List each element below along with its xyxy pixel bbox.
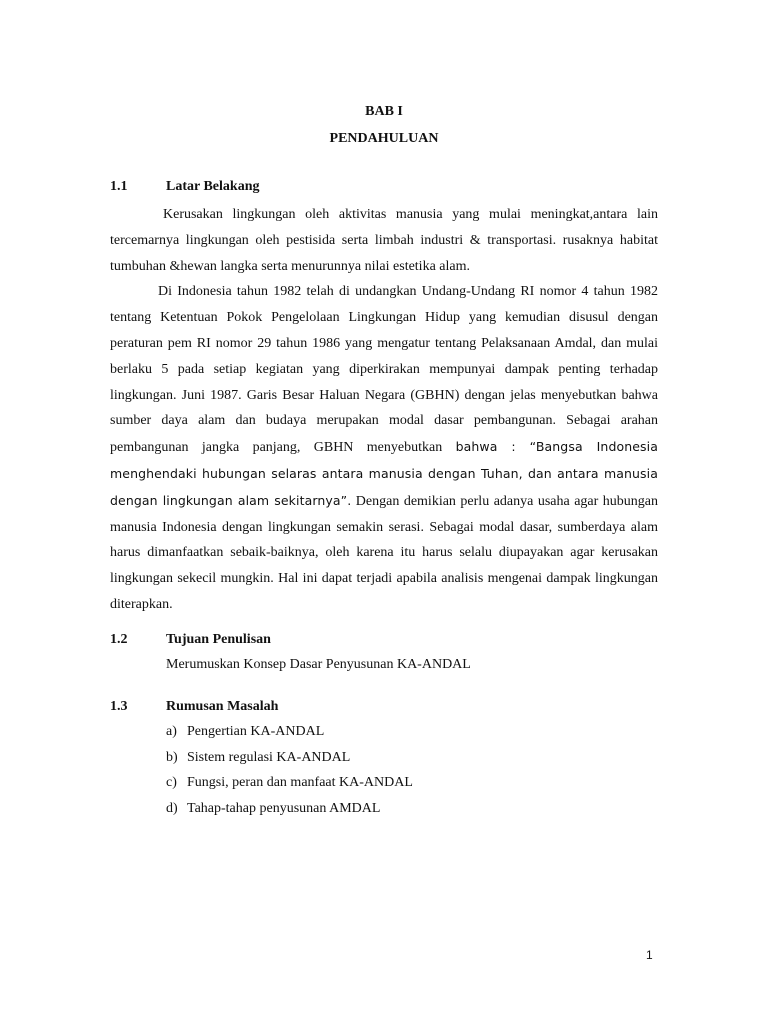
list-marker: a) xyxy=(166,724,177,739)
paragraph xyxy=(110,279,658,617)
section-text-1-2: Merumuskan Konsep Dasar Penyusunan KA-ANDAL xyxy=(166,657,471,672)
section-heading-1-2 xyxy=(110,632,271,648)
chapter-title: PENDAHULUAN xyxy=(329,131,439,146)
list-item xyxy=(166,745,413,771)
section-body-1-1 xyxy=(110,202,658,618)
quotation: bahwa : “Bangsa Indonesia menghendaki hubungan selaras antara manusia dengan Tuhan, dan antara manusia dengan lingkungan alam sekitarnya”. xyxy=(110,439,658,508)
list-item-text: Pengertian KA-ANDAL xyxy=(187,724,325,739)
list-item-text: Tahap-tahap penyusunan AMDAL xyxy=(187,800,381,816)
section-number: 1.2 xyxy=(110,632,128,647)
section-heading-1-3 xyxy=(110,699,278,715)
problem-list xyxy=(166,719,413,821)
section-title: Latar Belakang xyxy=(166,179,260,194)
section-number: 1.3 xyxy=(110,699,128,714)
list-marker: c) xyxy=(166,775,177,790)
list-item-text: Sistem regulasi KA-ANDAL xyxy=(187,749,351,765)
section-title: Tujuan Penulisan xyxy=(166,632,271,647)
paragraph: Kerusakan lingkungan oleh aktivitas manusia yang mulai meningkat,antara lain tercemarnya lingkungan oleh pestisida serta limbah industri & transportasi. rusaknya habitat tumbuhan &hewan langka serta menurunnya nilai estetika alam. xyxy=(110,207,658,274)
section-title: Rumusan Masalah xyxy=(166,699,279,714)
list-item xyxy=(166,796,413,822)
list-item-text: Fungsi, peran dan manfaat KA-ANDAL xyxy=(187,775,413,790)
paragraph-text: Dengan demikian perlu adanya usaha agar hubungan manusia Indonesia dengan lingkungan semakin serasi. Sebagai modal dasar, sumberdaya alam harus dimanfaatkan sebaik-baiknya, oleh karena itu harus selalu diupayakan agar kerusakan lingkungan sekecil mungkin. Hal ini dapat terjadi apabila analisis mengenai dampak lingkungan diterapkan. xyxy=(110,493,658,612)
list-item xyxy=(166,719,413,745)
section-heading-1-1 xyxy=(110,179,259,195)
section-number: 1.1 xyxy=(110,179,128,194)
list-marker: d) xyxy=(166,800,178,816)
list-marker: b) xyxy=(166,749,178,765)
list-item xyxy=(166,770,413,796)
page-number: 1 xyxy=(646,948,653,962)
chapter-label: BAB I xyxy=(365,104,403,119)
paragraph-text: Di Indonesia tahun 1982 telah di undangkan Undang-Undang RI nomor 4 tahun 1982 tentang Ketentuan Pokok Pengelolaan Lingkungan Hidup yang kemudian disusul dengan peraturan pem RI nomor 29 tahun 1986 yang mengatur tentang Pelaksanaan Amdal, dan mulai berlaku 5 pada setiap kegiatan yang diperkirakan mempunyai dampak penting terhadap lingkungan. Juni 1987. Garis Besar Haluan Negara (GBHN) dengan jelas menyebutkan bahwa sumber daya alam dan budaya merupakan modal dasar pembangunan. Sebagai arahan pembangunan jangka panjang, GBHN menyebutkan xyxy=(110,284,658,456)
